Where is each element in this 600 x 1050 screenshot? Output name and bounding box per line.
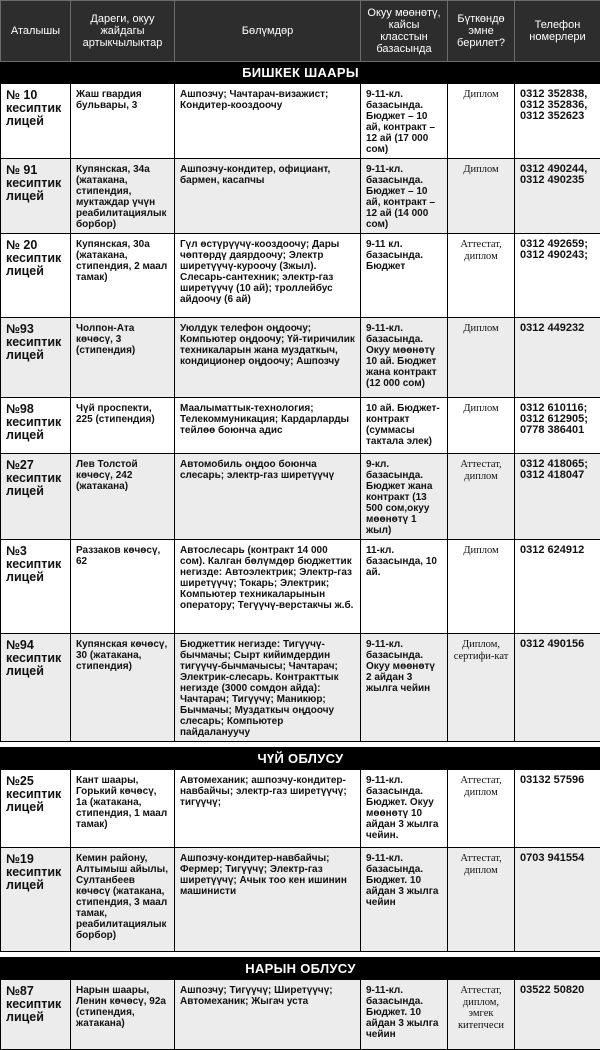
- lyceum-term: 11-кл. базасында, 10 ай.: [361, 540, 448, 634]
- lyceum-name: №3 кесиптик лицей: [1, 540, 71, 634]
- table-row: [1, 234, 600, 318]
- lyceum-phones: 0312 492659; 0312 490243;: [515, 234, 600, 318]
- lyceum-term: 9-11 кл. базасында. Бюджет: [361, 234, 448, 318]
- lyceum-name: №19 кесиптик лицей: [1, 848, 71, 952]
- lyceum-name: №25 кесиптик лицей: [1, 770, 71, 848]
- section-title: НАРЫН ОБЛУСУ: [1, 958, 600, 980]
- section-title: БИШКЕК ШААРЫ: [1, 62, 600, 84]
- lyceum-term: 9-11-кл. базасында. Бюджет. 10 айдан 3 жылга чейин: [361, 848, 448, 952]
- lyceum-phones: 0312 490244, 0312 490235: [515, 159, 600, 234]
- lyceum-diploma: Диплом: [448, 398, 515, 454]
- lyceum-diploma: Диплом: [448, 540, 515, 634]
- lyceum-phones: 03132 57596: [515, 770, 600, 848]
- lyceum-name: № 20 кесиптик лицей: [1, 234, 71, 318]
- lyceum-phones: 03522 50820: [515, 980, 600, 1050]
- lyceum-departments: Гүл өстүрүүчү-кооздоочу; Дары чөптөрдү даярдоочу; Электр ширетүүчү-куроочу (3жыл). Слесарь-сантехник; электр-газ ширетүүчү (10 ай); троллейбус айдоочу (6 ай): [175, 234, 361, 318]
- lyceum-phones: 0312 449232: [515, 318, 600, 398]
- lyceum-departments: Маалыматтык-технология; Телекоммуникация; Кардарларды тейлөө боюнча адис: [175, 398, 361, 454]
- section-header-bishkek: [1, 62, 600, 84]
- lyceum-phones: 0703 941554: [515, 848, 600, 952]
- lyceum-address: Чолпон-Ата көчөсү, 3 (стипендия): [71, 318, 175, 398]
- lyceum-diploma: Диплом: [448, 318, 515, 398]
- lyceum-address: Чүй проспекти, 225 (стипендия): [71, 398, 175, 454]
- lyceum-name: №27 кесиптик лицей: [1, 454, 71, 540]
- lyceum-name: №98 кесиптик лицей: [1, 398, 71, 454]
- lyceum-term: 9-кл. базасында. Бюджет жана контракт (13 500 сом,окуу мөөнөтү 1 жыл): [361, 454, 448, 540]
- table-row: [1, 770, 600, 848]
- header-address: Дареги, окуу жайдагы артыкчылыктар: [71, 1, 175, 62]
- table-row: [1, 454, 600, 540]
- lyceum-phones: 0312 352838, 0312 352836, 0312 352623: [515, 84, 600, 159]
- lyceum-diploma: Диплом: [448, 159, 515, 234]
- header-term: Окуу мөөнөтү, кайсы класстын базасында: [361, 1, 448, 62]
- table-row: [1, 634, 600, 742]
- lyceum-departments: Автомеханик; ашпозчу-кондитер-навбайчы; электр-газ ширетүүчү; тигүүчү;: [175, 770, 361, 848]
- lyceum-diploma: Аттестат, диплом: [448, 770, 515, 848]
- lyceum-phones: 0312 610116; 0312 612905; 0778 386401: [515, 398, 600, 454]
- header-departments: Бөлүмдөр: [175, 1, 361, 62]
- lyceum-departments: Уюлдук телефон оңдоочу; Компьютер оңдоочу; Үй-тиричилик техникаларын жана муздаткыч, кондиционер оңдоочу; Ашпозчу: [175, 318, 361, 398]
- table-row: [1, 980, 600, 1050]
- lyceum-address: Кант шаары, Горький көчөсү, 1а (жатакана, стипендия, 1 маал тамак): [71, 770, 175, 848]
- lyceum-name: № 10 кесиптик лицей: [1, 84, 71, 159]
- table-row: [1, 398, 600, 454]
- lyceum-term: 9-11-кл. базасында. Бюджет – 10 ай, контракт – 12 ай (17 000 сом): [361, 84, 448, 159]
- lyceum-address: Лев Толстой көчөсү, 242 (жатакана): [71, 454, 175, 540]
- lyceum-name: №87 кесиптик лицей: [1, 980, 71, 1050]
- lyceum-departments: Ашпозчу-кондитер-навбайчы; Фермер; Тигүүчү; Электр-газ ширетүүчү; Ачык тоо кен ишинин машинисти: [175, 848, 361, 952]
- table-row: [1, 540, 600, 634]
- lyceum-departments: Ашпозчу; Чачтарач-визажист; Кондитер-кооздоочу: [175, 84, 361, 159]
- lyceum-departments: Ашпозчу; Тигүүчү; Ширетүүчү; Автомеханик; Жыгач уста: [175, 980, 361, 1050]
- lyceum-phones: 0312 624912: [515, 540, 600, 634]
- lyceum-diploma: Аттестат, диплом, эмгек китепчеси: [448, 980, 515, 1050]
- lyceum-diploma: Диплом, сертифи-кат: [448, 634, 515, 742]
- lyceum-term: 9-11-кл. базасында. Окуу мөөнөтү 2 айдан 3 жылга чейин: [361, 634, 448, 742]
- lyceum-phones: 0312 490156: [515, 634, 600, 742]
- section-header-naryn: [1, 958, 600, 980]
- lyceum-departments: Автомобиль оңдоо боюнча слесарь; электр-газ ширетүүчү: [175, 454, 361, 540]
- section-title: ЧҮЙ ОБЛУСУ: [1, 748, 600, 770]
- lyceum-diploma: Аттестат, диплом: [448, 848, 515, 952]
- header-diploma: Бүткөндө эмне берилет?: [448, 1, 515, 62]
- header-name: Аталышы: [1, 1, 71, 62]
- lyceum-address: Раззаков көчөсү, 62: [71, 540, 175, 634]
- lyceum-term: 9-11-кл. базасында. Бюджет. 10 айдан 3 жылга чейин: [361, 980, 448, 1050]
- lyceum-term: 9-11-кл. базасында. Окуу мөөнөтү 10 ай. Бюджет жана контракт (12 000 сом): [361, 318, 448, 398]
- lyceum-address: Жаш гвардия бульвары, 3: [71, 84, 175, 159]
- lyceum-address: Купянская, 30а (жатакана, стипендия, 2 маал тамак): [71, 234, 175, 318]
- section-header-chui: [1, 748, 600, 770]
- table-row: [1, 159, 600, 234]
- lyceum-address: Нарын шаары, Ленин көчөсү, 92а (стипендия, жатакана): [71, 980, 175, 1050]
- lyceum-diploma: Аттестат, диплом: [448, 454, 515, 540]
- lyceum-diploma: Диплом: [448, 84, 515, 159]
- table-row: [1, 84, 600, 159]
- lyceum-departments: Бюджеттик негизде: Тигүүчү-бычмачы; Сырт кийимдердин тигүүчү-бычмачысы; Чачтарач; Электрик-слесарь. Контракттык негизде (3000 сомдон айда): Чачтарач; Тигүүчү; Маникюр; Бычмачы; Муздаткыч оңдоочу слесарь; Компьютер пайдалануучу: [175, 634, 361, 742]
- table-row: [1, 848, 600, 952]
- lyceum-departments: Автослесарь (контракт 14 000 сом). Калган бөлүмдөр бюджеттик негизде: Автоэлектрик; Электр-газ ширетүүчү; Токарь; Электрик; Компьютер техникаларынын оператору; Тегүүчү-верстакчы ж.б.: [175, 540, 361, 634]
- lyceum-address: Кемин району, Алтымыш айылы, Султанбеев көчөсү (жатакана, стипендия, 3 маал тамак, реабилитациялык борбор): [71, 848, 175, 952]
- header-row: [1, 1, 600, 62]
- lyceum-term: 9-11-кл. базасында. Бюджет. Окуу мөөнөтү 10 айдан 3 жылга чейин.: [361, 770, 448, 848]
- lyceum-diploma: Аттестат, диплом: [448, 234, 515, 318]
- table-row: [1, 318, 600, 398]
- lyceum-departments: Ашпозчу-кондитер, официант, бармен, касапчы: [175, 159, 361, 234]
- lyceum-address: Купянская, 34а (жатакана, стипендия, муктаждар үчүн реабилитациялык борбор): [71, 159, 175, 234]
- lyceum-name: № 91 кесиптик лицей: [1, 159, 71, 234]
- lyceum-term: 10 ай. Бюджет-контракт (суммасы тактала элек): [361, 398, 448, 454]
- lyceum-name: №93 кесиптик лицей: [1, 318, 71, 398]
- lyceum-name: №94 кесиптик лицей: [1, 634, 71, 742]
- header-phones: Телефон номерлери: [515, 1, 600, 62]
- lyceum-address: Купянская көчөсү, 30 (жатакана, стипендия): [71, 634, 175, 742]
- lyceum-term: 9-11-кл. базасында. Бюджет – 10 ай, контракт – 12 ай (14 000 сом): [361, 159, 448, 234]
- lyceum-phones: 0312 418065; 0312 418047: [515, 454, 600, 540]
